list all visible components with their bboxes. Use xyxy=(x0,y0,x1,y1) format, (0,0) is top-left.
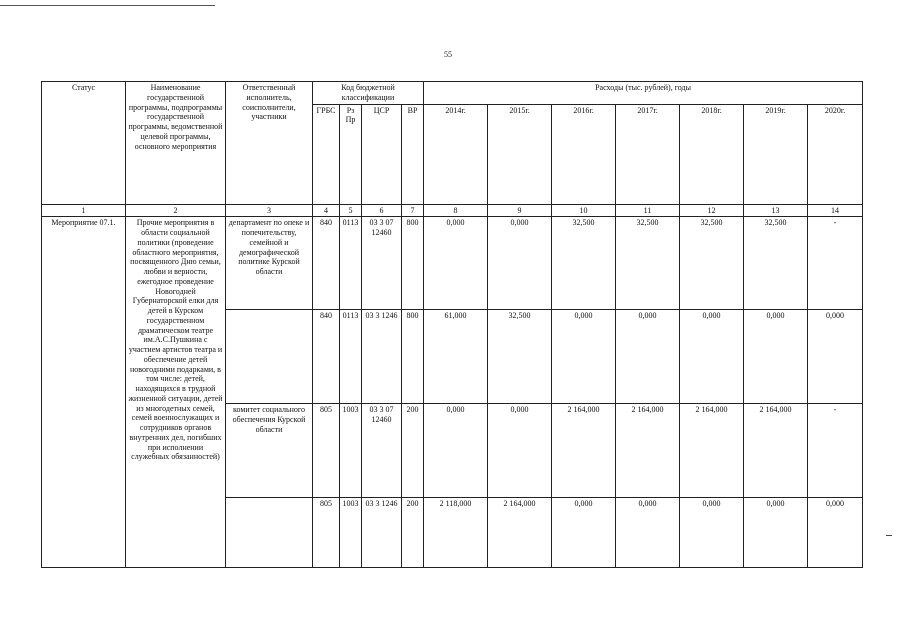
header-year: 2015г. xyxy=(488,104,552,204)
column-number: 6 xyxy=(362,204,402,217)
rzpr-cell: 0113 xyxy=(340,217,362,310)
header-status: Статус xyxy=(42,82,126,205)
column-number: 14 xyxy=(808,204,863,217)
column-number: 7 xyxy=(402,204,424,217)
column-number: 12 xyxy=(680,204,744,217)
value-cell: 0,000 xyxy=(680,310,744,404)
column-number: 9 xyxy=(488,204,552,217)
header-expenses: Расходы (тыс. рублей), годы xyxy=(424,82,863,105)
header-budget-code: Код бюджетной классификации xyxy=(313,82,424,105)
value-cell: 0,000 xyxy=(744,498,808,568)
value-cell: 0,000 xyxy=(744,310,808,404)
header-grbs: ГРБС xyxy=(313,104,340,204)
page-number: 55 xyxy=(444,50,452,59)
vr-cell: 200 xyxy=(402,404,424,498)
executor-cell: департамент по опеке и попечительству, семейной и демографической политике Курской области xyxy=(226,217,313,310)
csr-cell: 03 3 1246 xyxy=(362,310,402,404)
csr-cell: 03 3 1246 xyxy=(362,498,402,568)
header-year: 2014г. xyxy=(424,104,488,204)
value-cell: 2 164,000 xyxy=(744,404,808,498)
header-year: 2018г. xyxy=(680,104,744,204)
vr-cell: 800 xyxy=(402,310,424,404)
value-cell: 0,000 xyxy=(680,498,744,568)
value-cell: 0,000 xyxy=(552,498,616,568)
scan-edge-mark xyxy=(886,535,892,536)
value-cell: 32,500 xyxy=(616,217,680,310)
header-executor: Ответственный исполнитель, соисполнители, участники xyxy=(226,82,313,205)
value-cell: - xyxy=(808,404,863,498)
column-number: 1 xyxy=(42,204,126,217)
value-cell: 32,500 xyxy=(552,217,616,310)
value-cell: 0,000 xyxy=(552,310,616,404)
column-number: 10 xyxy=(552,204,616,217)
value-cell: 0,000 xyxy=(808,310,863,404)
value-cell: 2 164,000 xyxy=(680,404,744,498)
column-number-row xyxy=(42,204,863,217)
header-rzpr: Рз Пр xyxy=(340,104,362,204)
table-row xyxy=(42,217,863,310)
header-year: 2016г. xyxy=(552,104,616,204)
grbs-cell: 840 xyxy=(313,310,340,404)
grbs-cell: 805 xyxy=(313,498,340,568)
value-cell: 0,000 xyxy=(424,404,488,498)
value-cell: 2 164,000 xyxy=(552,404,616,498)
column-number: 13 xyxy=(744,204,808,217)
header-year: 2017г. xyxy=(616,104,680,204)
column-number: 4 xyxy=(313,204,340,217)
executor-cell: комитет социального обеспечения Курской области xyxy=(226,404,313,498)
value-cell: 0,000 xyxy=(488,217,552,310)
value-cell: 0,000 xyxy=(488,404,552,498)
value-cell: 2 164,000 xyxy=(616,404,680,498)
csr-cell: 03 3 07 12460 xyxy=(362,217,402,310)
header-vr: ВР xyxy=(402,104,424,204)
value-cell: 0,000 xyxy=(616,498,680,568)
csr-cell: 03 3 07 12460 xyxy=(362,404,402,498)
header-year: 2020г. xyxy=(808,104,863,204)
column-number: 5 xyxy=(340,204,362,217)
rzpr-cell: 1003 xyxy=(340,498,362,568)
vr-cell: 800 xyxy=(402,217,424,310)
value-cell: - xyxy=(808,217,863,310)
executor-cell-empty xyxy=(226,498,313,568)
header-row-1 xyxy=(42,82,863,105)
column-number: 11 xyxy=(616,204,680,217)
value-cell: 0,000 xyxy=(808,498,863,568)
column-number: 8 xyxy=(424,204,488,217)
event-status: Мероприятие 07.1. xyxy=(42,217,126,568)
value-cell: 32,500 xyxy=(488,310,552,404)
rzpr-cell: 1003 xyxy=(340,404,362,498)
header-name: Наименование государственной программы, подпрограммы государственной программы, ведомственной целевой программы, основного мероприятия xyxy=(126,82,226,205)
scan-edge-line xyxy=(0,5,215,6)
column-number: 2 xyxy=(126,204,226,217)
value-cell: 0,000 xyxy=(424,217,488,310)
budget-table xyxy=(41,81,863,568)
value-cell: 2 118,000 xyxy=(424,498,488,568)
value-cell: 32,500 xyxy=(680,217,744,310)
vr-cell: 200 xyxy=(402,498,424,568)
value-cell: 0,000 xyxy=(616,310,680,404)
executor-cell-empty xyxy=(226,310,313,404)
grbs-cell: 805 xyxy=(313,404,340,498)
rzpr-cell: 0113 xyxy=(340,310,362,404)
event-name: Прочие мероприятия в области социальной политики (проведение областного мероприятия, посвященного Дню семьи, любви и верности, ежегодное проведение Новогодней Губернаторской елки для детей в Курском государственном драматическом театре им.А.С.Пушкина с участием артистов театра и обеспечение детей новогодними подарками, в том числе: детей, находящихся в трудной жизненной ситуации, детей из многодетных семей, семей военнослужащих и сотрудников органов внутренних дел, погибших при исполнении служебных обязанностей) xyxy=(126,217,226,568)
value-cell: 32,500 xyxy=(744,217,808,310)
header-year: 2019г. xyxy=(744,104,808,204)
value-cell: 61,000 xyxy=(424,310,488,404)
header-csr: ЦСР xyxy=(362,104,402,204)
value-cell: 2 164,000 xyxy=(488,498,552,568)
column-number: 3 xyxy=(226,204,313,217)
grbs-cell: 840 xyxy=(313,217,340,310)
